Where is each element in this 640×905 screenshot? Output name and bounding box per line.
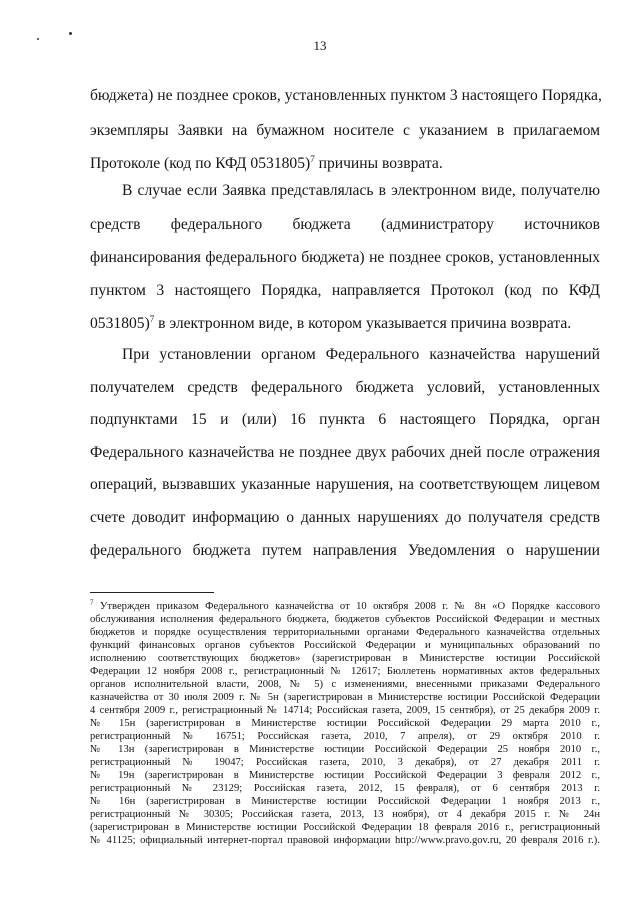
footnote-ref: 7 (149, 313, 155, 324)
footnote-line: № 16н (зарегистрирован в Министерстве юстиции Российской Федерации 1 ноября 2013 г., (90, 796, 600, 807)
footnote-line: № 13н (зарегистрирован в Министерстве юстиции Российской Федерации 25 ноября 2010 г., (90, 744, 600, 755)
text-line: операций, вызвавших указанные нарушения, на соответствующем лицевом (90, 476, 600, 493)
footnote-line: $^7$ Утвержден приказом Федерального казначейства от 10 октября 2008 г. № 8н «О Порядке кассового (90, 598, 600, 612)
scan-speck (69, 32, 72, 35)
footnote-line: № 41125; официальный интернет-портал правовой информации http://www.pravo.gov.ru, 20 февраля 2016 г.). (90, 835, 600, 846)
footnote-line: (зарегистрирован в Министерстве юстиции Российской Федерации 18 февраля 2016 г., регистрационный (90, 822, 600, 833)
text-line: финансирования федерального бюджета) не позднее сроков, установленных (90, 249, 600, 266)
text-line: федерального бюджета путем направления Уведомления о нарушении (90, 542, 600, 559)
footnote-line: органов исполнительной власти, 2008, № 5) с изменениями, внесенными приказами Федерального (90, 679, 600, 690)
footnote-line: № 15н (зарегистрирован в Министерстве юстиции Российской Федерации 29 марта 2010 г., (90, 718, 600, 729)
text-line: 0531805)$^7$ в электронном виде, в котором указывается причина возврата. (90, 313, 572, 332)
footnote-line: казначейства от 30 июля 2009 г. № 5н (зарегистрирован в Министерстве юстиции Российской Федерации (90, 692, 600, 703)
footnote-line: регистрационный № 19047; Российская газета, 2010, 3 декабря), от 27 декабря 2011 г. (90, 757, 600, 768)
text-line: бюджета) не позднее сроков, установленных пунктом 3 настоящего Порядка, (90, 87, 602, 104)
footnote-separator (90, 592, 214, 593)
text-line: пунктом 3 настоящего Порядка, направляется Протокол (код по КФД (90, 282, 600, 299)
text-line: экземпляры Заявки на бумажном носителе с указанием в прилагаемом (90, 122, 600, 139)
text-line: При установлении органом Федерального казначейства нарушений (122, 346, 600, 363)
text-line: Федерального казначейства не позднее двух рабочих дней после отражения (90, 444, 600, 461)
text-line: средств федерального бюджета (администратору источников (90, 216, 600, 233)
footnote-line: исполнению соответствующих бюджетов» (зарегистрирован в Министерстве юстиции Российской (90, 653, 600, 664)
footnote-line: бюджетов и порядке осуществления территориальными органами Федерального казначейства отдельных (90, 627, 600, 638)
text-line: подпунктами 15 и (или) 16 пункта 6 настоящего Порядка, орган (90, 411, 600, 428)
footnote-line: обслуживания исполнения федерального бюджета, бюджетов субъектов Российской Федерации и местных (90, 614, 600, 625)
text-line: В случае если Заявка представлялась в электронном виде, получателю (122, 182, 600, 199)
footnote-line: 4 сентября 2009 г., регистрационный № 14714; Российская газета, 2009, 15 сентября), от 25 декабря 2009 г. (90, 705, 600, 716)
footnote-line: функций финансовых органов субъектов Российской Федерации и муниципальных образований по (90, 640, 600, 651)
text-line: Протоколе (код по КФД 0531805)$^7$ причины возврата. (90, 153, 443, 172)
footnote-ref: 7 (310, 153, 315, 164)
footnote-line: регистрационный № 23129; Российская газета, 2012, 15 февраля), от 6 сентября 2013 г. (90, 783, 600, 794)
footnote-line: № 19н (зарегистрирован в Министерстве юстиции Российской Федерации 3 февраля 2012 г., (90, 770, 600, 781)
footnote-line: регистрационный № 16751; Российская газета, 2010, 7 апреля), от 29 октября 2010 г. (90, 731, 600, 742)
footnote-line: Федерации 12 ноября 2008 г., регистрационный № 12617; Бюллетень нормативных актов федеральных (90, 666, 600, 677)
footnote-line: регистрационный № 30305; Российская газета, 2013, 13 ноября), от 4 декабря 2015 г. № 24н (90, 809, 600, 820)
text-line: получателем средств федерального бюджета условий, установленных (90, 379, 600, 396)
text-line: счете доводит информацию о данных нарушениях до получателя средств (90, 509, 600, 526)
footnote-marker: 7 (90, 598, 94, 607)
page-number: 13 (313, 38, 327, 53)
